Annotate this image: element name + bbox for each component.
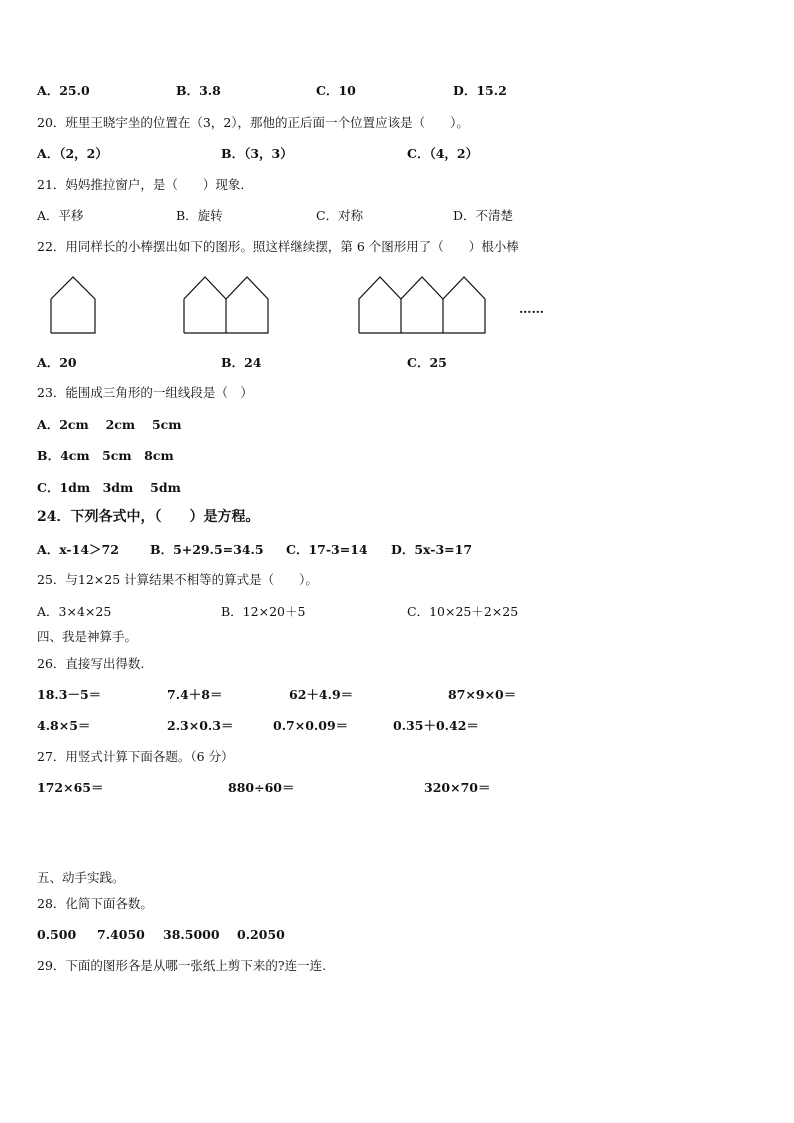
q26-item: 0.35＋0.42＝: [393, 718, 479, 733]
q28-item: 0.500: [37, 927, 77, 942]
q29-stem: 29．下面的图形各是从哪一张纸上剪下来的?连一连.: [37, 958, 327, 973]
q25-stem: 25．与12×25 计算结果不相等的算式是（ ）。: [37, 572, 318, 587]
q19-option-a: A．25.0: [37, 83, 90, 98]
q28-item: 38.5000: [163, 927, 220, 942]
q26-item: 2.3×0.3＝: [167, 718, 234, 733]
q19-option-c: C．10: [316, 83, 356, 98]
q20-stem: 20．班里王晓宇坐的位置在（3，2），那他的正后面一个位置应该是（ ）。: [37, 115, 469, 130]
house-figure-1: [48, 274, 98, 336]
q26-stem: 26．直接写出得数.: [37, 656, 145, 671]
q26-item: 7.4＋8＝: [167, 687, 223, 702]
q26-item: 18.3－5＝: [37, 687, 102, 702]
section-4-heading: 四、我是神算手。: [37, 629, 138, 644]
q20-option-a: A．（2，2）: [37, 146, 108, 161]
q19-option-b: B．3.8: [176, 83, 221, 98]
q28-stem: 28．化简下面各数。: [37, 896, 153, 911]
q22-option-a: A．20: [37, 355, 77, 370]
section-5-heading: 五、动手实践。: [37, 870, 125, 885]
q23-option-a: A．2cm 2cm 5cm: [37, 417, 182, 432]
q27-item: 880÷60＝: [228, 780, 295, 795]
q25-option-a: A．3×4×25: [37, 604, 112, 619]
q23-option-c: C．1dm 3dm 5dm: [37, 480, 181, 495]
q19-option-d: D．15.2: [453, 83, 507, 98]
q22-option-b: B．24: [221, 355, 262, 370]
q21-option-b: B．旋转: [176, 208, 223, 223]
q20-option-b: B．（3，3）: [221, 146, 293, 161]
q24-option-b: B．5+29.5=34.5: [150, 542, 264, 557]
q25-option-c: C．10×25＋2×25: [407, 604, 519, 619]
q26-item: 4.8×5＝: [37, 718, 91, 733]
q21-option-d: D．不清楚: [453, 208, 514, 223]
house-figure-2: [181, 274, 273, 336]
q26-item: 62＋4.9＝: [289, 687, 354, 702]
q21-option-c: C．对称: [316, 208, 364, 223]
q24-stem: 24．下列各式中，（ ）是方程。: [37, 509, 260, 525]
q26-item: 0.7×0.09＝: [273, 718, 349, 733]
q22-option-c: C．25: [407, 355, 447, 370]
q24-option-a: A．x-14＞72: [37, 542, 119, 557]
q24-option-d: D．5x-3=17: [391, 542, 473, 557]
q27-stem: 27．用竖式计算下面各题。（6 分）: [37, 749, 234, 764]
q24-option-c: C．17-3=14: [286, 542, 368, 557]
house-figure-3: [356, 274, 488, 336]
q21-stem: 21．妈妈推拉窗户，是（ ）现象．: [37, 177, 253, 192]
q23-option-b: B．4cm 5cm 8cm: [37, 448, 174, 463]
q25-option-b: B．12×20＋5: [221, 604, 306, 619]
q20-option-c: C．（4，2）: [407, 146, 479, 161]
q28-item: 0.2050: [237, 927, 285, 942]
q23-stem: 23．能围成三角形的一组线段是（ ）: [37, 385, 253, 400]
q27-item: 320×70＝: [424, 780, 491, 795]
q22-stem: 22．用同样长的小棒摆出如下的图形。照这样继续摆，第 6 个图形用了（ ）根小棒: [37, 239, 519, 254]
q26-item: 87×9×0＝: [448, 687, 517, 702]
q27-item: 172×65＝: [37, 780, 104, 795]
figure-ellipsis: ……: [519, 301, 544, 316]
q28-item: 7.4050: [97, 927, 145, 942]
q21-option-a: A．平移: [37, 208, 84, 223]
